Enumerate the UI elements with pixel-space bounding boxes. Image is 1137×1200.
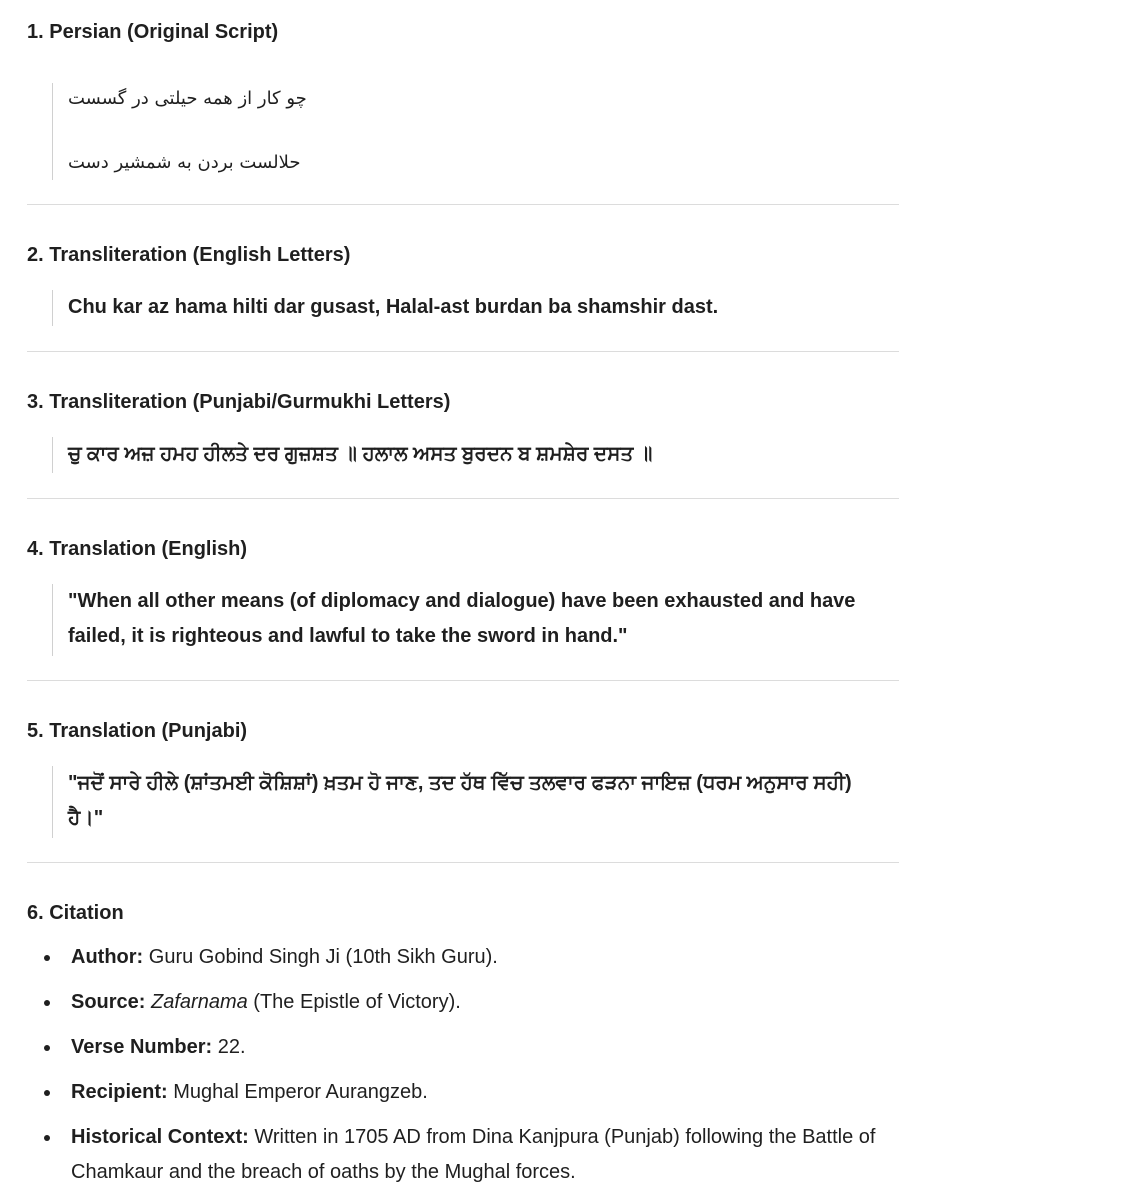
citation-label: Historical Context:	[71, 1126, 249, 1148]
list-item	[27, 1120, 899, 1190]
citation-value: Written in 1705 AD from Dina Kanjpura (Punjab) following the Battle of Chamkaur and the breach of oaths by the Mughal forces.	[71, 1126, 876, 1183]
transliteration-english-text: Chu kar az hama hilti dar gusast, Halal-ast burdan ba shamshir dast.	[68, 296, 719, 318]
citation-label: Source:	[71, 991, 146, 1013]
section-translation-punjabi	[27, 718, 899, 829]
translation-english-text: "When all other means (of diplomacy and dialogue) have been exhausted and have failed, it is righteous and lawful to take the sword in hand."	[68, 590, 856, 647]
list-item	[27, 1075, 899, 1110]
citation-value: (The Epistle of Victory).	[247, 991, 461, 1013]
section-translation-english	[27, 536, 899, 647]
section-heading: 2. Transliteration (English Letters)	[27, 244, 351, 266]
section-citation	[27, 900, 899, 1183]
transliteration-gurmukhi-text: ਚੁ ਕਾਰ ਅਜ਼ ਹਮਹ ਹੀਲਤੇ ਦਰ ਗੁਜ਼ਸ਼ਤ ॥ ਹਲਾਲ ਅਸਤ ਬੁਰਦਨ ਬ ਸ਼ਮਸ਼ੇਰ ਦਸਤ ॥	[68, 443, 653, 465]
section-transliteration-gurmukhi	[27, 389, 899, 465]
citation-value: Mughal Emperor Aurangzeb.	[167, 1081, 428, 1103]
translation-punjabi-blockquote	[52, 766, 868, 838]
persian-line-2: حلالست بردن به شمشیر دست	[68, 152, 301, 173]
section-heading: 1. Persian (Original Script)	[27, 21, 279, 43]
section-heading: 3. Transliteration (Punjabi/Gurmukhi Letters)	[27, 391, 451, 413]
list-item	[27, 1030, 899, 1065]
section-persian	[27, 19, 899, 173]
section-heading: 6. Citation	[27, 902, 124, 924]
transliteration-english-blockquote	[52, 290, 868, 326]
citation-label: Verse Number:	[71, 1036, 213, 1058]
section-divider	[27, 351, 899, 352]
translation-punjabi-text: "ਜਦੋਂ ਸਾਰੇ ਹੀਲੇ (ਸ਼ਾਂਤਮਈ ਕੋਸ਼ਿਸ਼ਾਂ) ਖ਼ਤਮ ਹੋ ਜਾਣ, ਤਦ ਹੱਥ ਵਿੱਚ ਤਲਵਾਰ ਫੜਨਾ ਜਾਇਜ਼ (ਧਰਮ ਅਨੁਸਾਰ ਸਹੀ) ਹੈ।"	[68, 772, 852, 829]
transliteration-gurmukhi-blockquote	[52, 437, 868, 473]
citation-label: Recipient:	[71, 1081, 168, 1103]
section-divider	[27, 680, 899, 681]
section-heading: 5. Translation (Punjabi)	[27, 720, 248, 742]
bullet-icon	[44, 955, 50, 961]
bullet-icon	[44, 1000, 50, 1006]
persian-line-1: چو کار از همه حیلتی در گسست	[68, 88, 307, 109]
citation-value: Guru Gobind Singh Ji (10th Sikh Guru).	[143, 946, 498, 968]
section-divider	[27, 862, 899, 863]
list-item	[27, 985, 899, 1020]
section-divider	[27, 498, 899, 499]
bullet-icon	[44, 1090, 50, 1096]
list-item	[27, 940, 899, 975]
bullet-icon	[44, 1135, 50, 1141]
citation-value-italic: Zafarnama	[151, 991, 248, 1013]
citation-value: 22.	[212, 1036, 246, 1058]
persian-blockquote	[52, 83, 868, 180]
section-transliteration-english	[27, 242, 899, 318]
bullet-icon	[44, 1045, 50, 1051]
citation-list	[27, 940, 899, 1200]
translation-english-blockquote	[52, 584, 868, 656]
section-divider	[27, 204, 899, 205]
citation-label: Author:	[71, 946, 144, 968]
section-heading: 4. Translation (English)	[27, 538, 248, 560]
